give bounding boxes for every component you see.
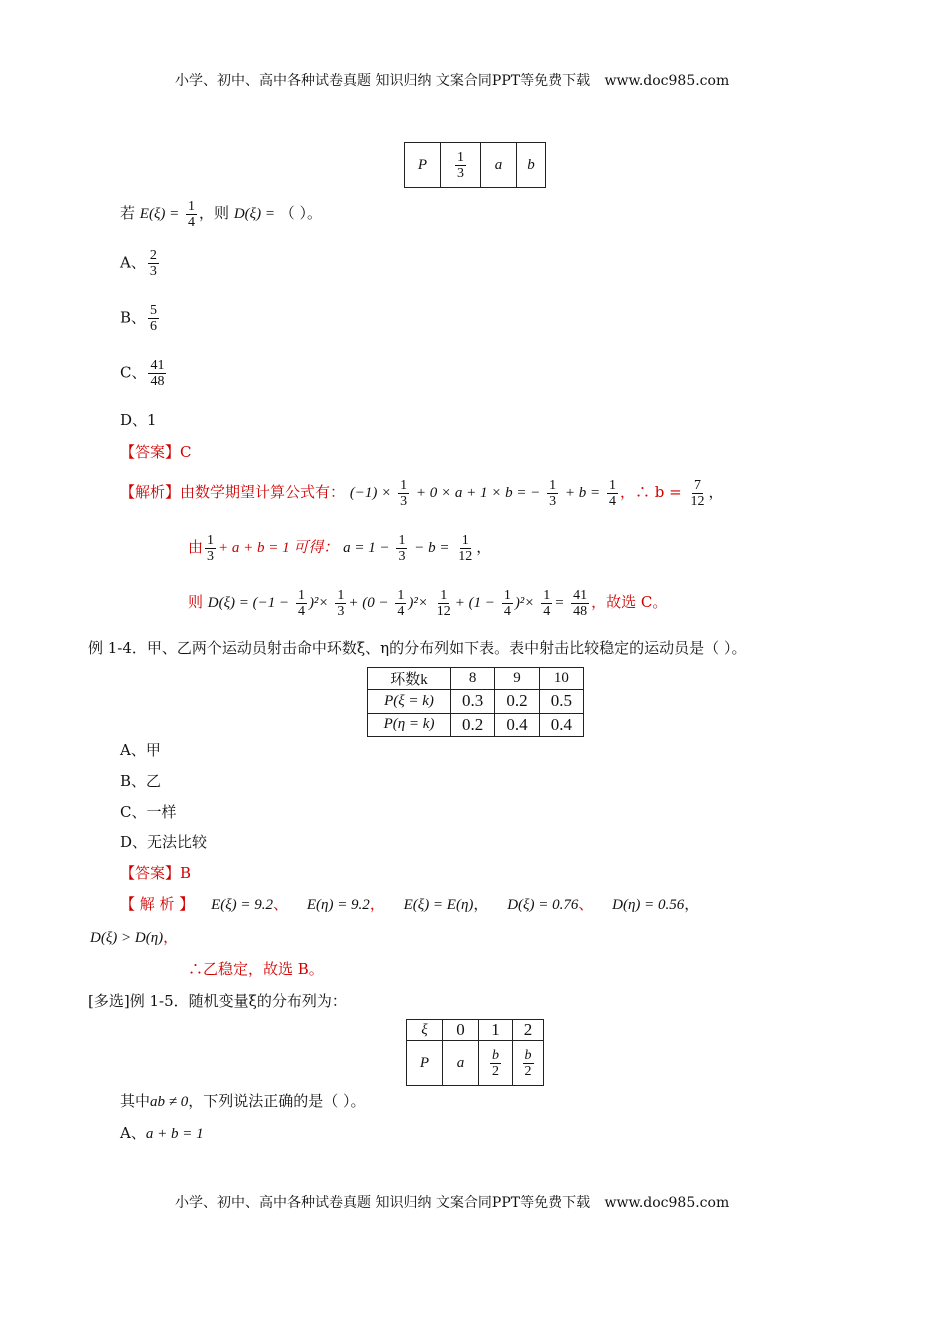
q3-answer: 【答案】C [120, 443, 192, 461]
page-footer [175, 1192, 729, 1212]
footer-site: www.doc985.com [604, 1195, 730, 1211]
q5-table-a: a [443, 1041, 479, 1086]
q4-distribution-table: 环数k 8 9 10 P(ξ = k) 0.3 0.2 0.5 P(η = k) 0.2 0.4 0.4 [367, 667, 584, 737]
header-site: www.doc985.com [604, 73, 730, 89]
q3-option-d: D、1 [120, 411, 157, 429]
q3-table-a: a [481, 143, 517, 188]
q3-option-c: C、 $\frac{41}{48}$ [120, 358, 165, 389]
q3-analysis-line3: 则 D(ξ) = (−1 − $\frac{1}{4}$ )²× $\frac{1}{3}$ + (0 − $\frac{1}{4}$ )²× $\frac{1}{12}$ + (1 − $\frac{1}{4}$ )²× $\frac{1}{4}$ = $\frac{41}{48}$ ，故选 C。 [188, 587, 668, 619]
q3-option-b: B、 $\frac{5}{6}$ [120, 303, 158, 334]
q4-title: 例 1-4．甲、乙两个运动员射击命中环数ξ、η的分布列如下表。表中射击比较稳定的运动员是（ ）。 [88, 639, 747, 657]
q4-table-header: 环数k [368, 668, 451, 690]
q5-option-a: A、a + b = 1 [120, 1124, 204, 1142]
page-header [175, 70, 729, 90]
q5-table-p: P [407, 1041, 443, 1086]
header-text: 小学、初中、高中各种试卷真题 知识归纳 文案合同PPT等免费下载 [175, 73, 591, 89]
q4-option-d: D、无法比较 [120, 833, 208, 851]
q5-title: [多选]例 1-5．随机变量ξ的分布列为： [88, 992, 347, 1010]
q4-option-c: C、一样 [120, 803, 177, 821]
q5-table-xi: ξ [407, 1020, 443, 1041]
q3-analysis-line2: 由 $\frac{1}{3}$ + a + b = 1 可得： a = 1 − $\frac{1}{3}$ − b = $\frac{1}{12}$ ， [188, 532, 492, 564]
q4-analysis-line1: 【 解 析 】 E(ξ) = 9.2、 E(η) = 9.2， E(ξ) = E(η)， D(ξ) = 0.76、 D(η) = 0.56， [120, 895, 700, 913]
q4-answer: 【答案】B [120, 864, 192, 882]
q3-table-frac: $\frac{1}{3}$ [457, 149, 464, 181]
q3-option-a: A、 $\frac{2}{3}$ [120, 248, 157, 279]
q5-distribution-table: ξ 0 1 2 P a $\frac{b}{2}$ $\frac{b}{2}$ [406, 1019, 544, 1086]
q4-conclusion: ∴乙稳定，故选 B。 [188, 960, 324, 978]
q4-table-row-eta: P(η = k) [368, 713, 451, 737]
q4-table-row-xi: P(ξ = k) [368, 690, 451, 714]
q4-analysis-line2: D(ξ) > D(η)， [90, 928, 179, 946]
q4-option-a: A、甲 [120, 741, 161, 759]
q3-analysis-line1: 【解析】由数学期望计算公式有： (−1) × $\frac{1}{3}$ + 0 × a + 1 × b = − $\frac{1}{3}$ + b = $\frac{1}{4}$ ，∴ b = $\frac{7}{12}$ ， [120, 477, 724, 509]
q4-option-b: B、乙 [120, 772, 162, 790]
q3-table-label: P [405, 143, 441, 188]
q3-table-b: b [517, 143, 546, 188]
q3-distribution-table [404, 142, 546, 188]
q3-stem: 若 E(ξ) = $\frac{1}{4}$ ，则 D(ξ) = （ ）。 [120, 198, 323, 230]
q5-stem: 其中ab ≠ 0，下列说法正确的是（ ）。 [120, 1092, 366, 1110]
footer-text: 小学、初中、高中各种试卷真题 知识归纳 文案合同PPT等免费下载 [175, 1195, 591, 1211]
